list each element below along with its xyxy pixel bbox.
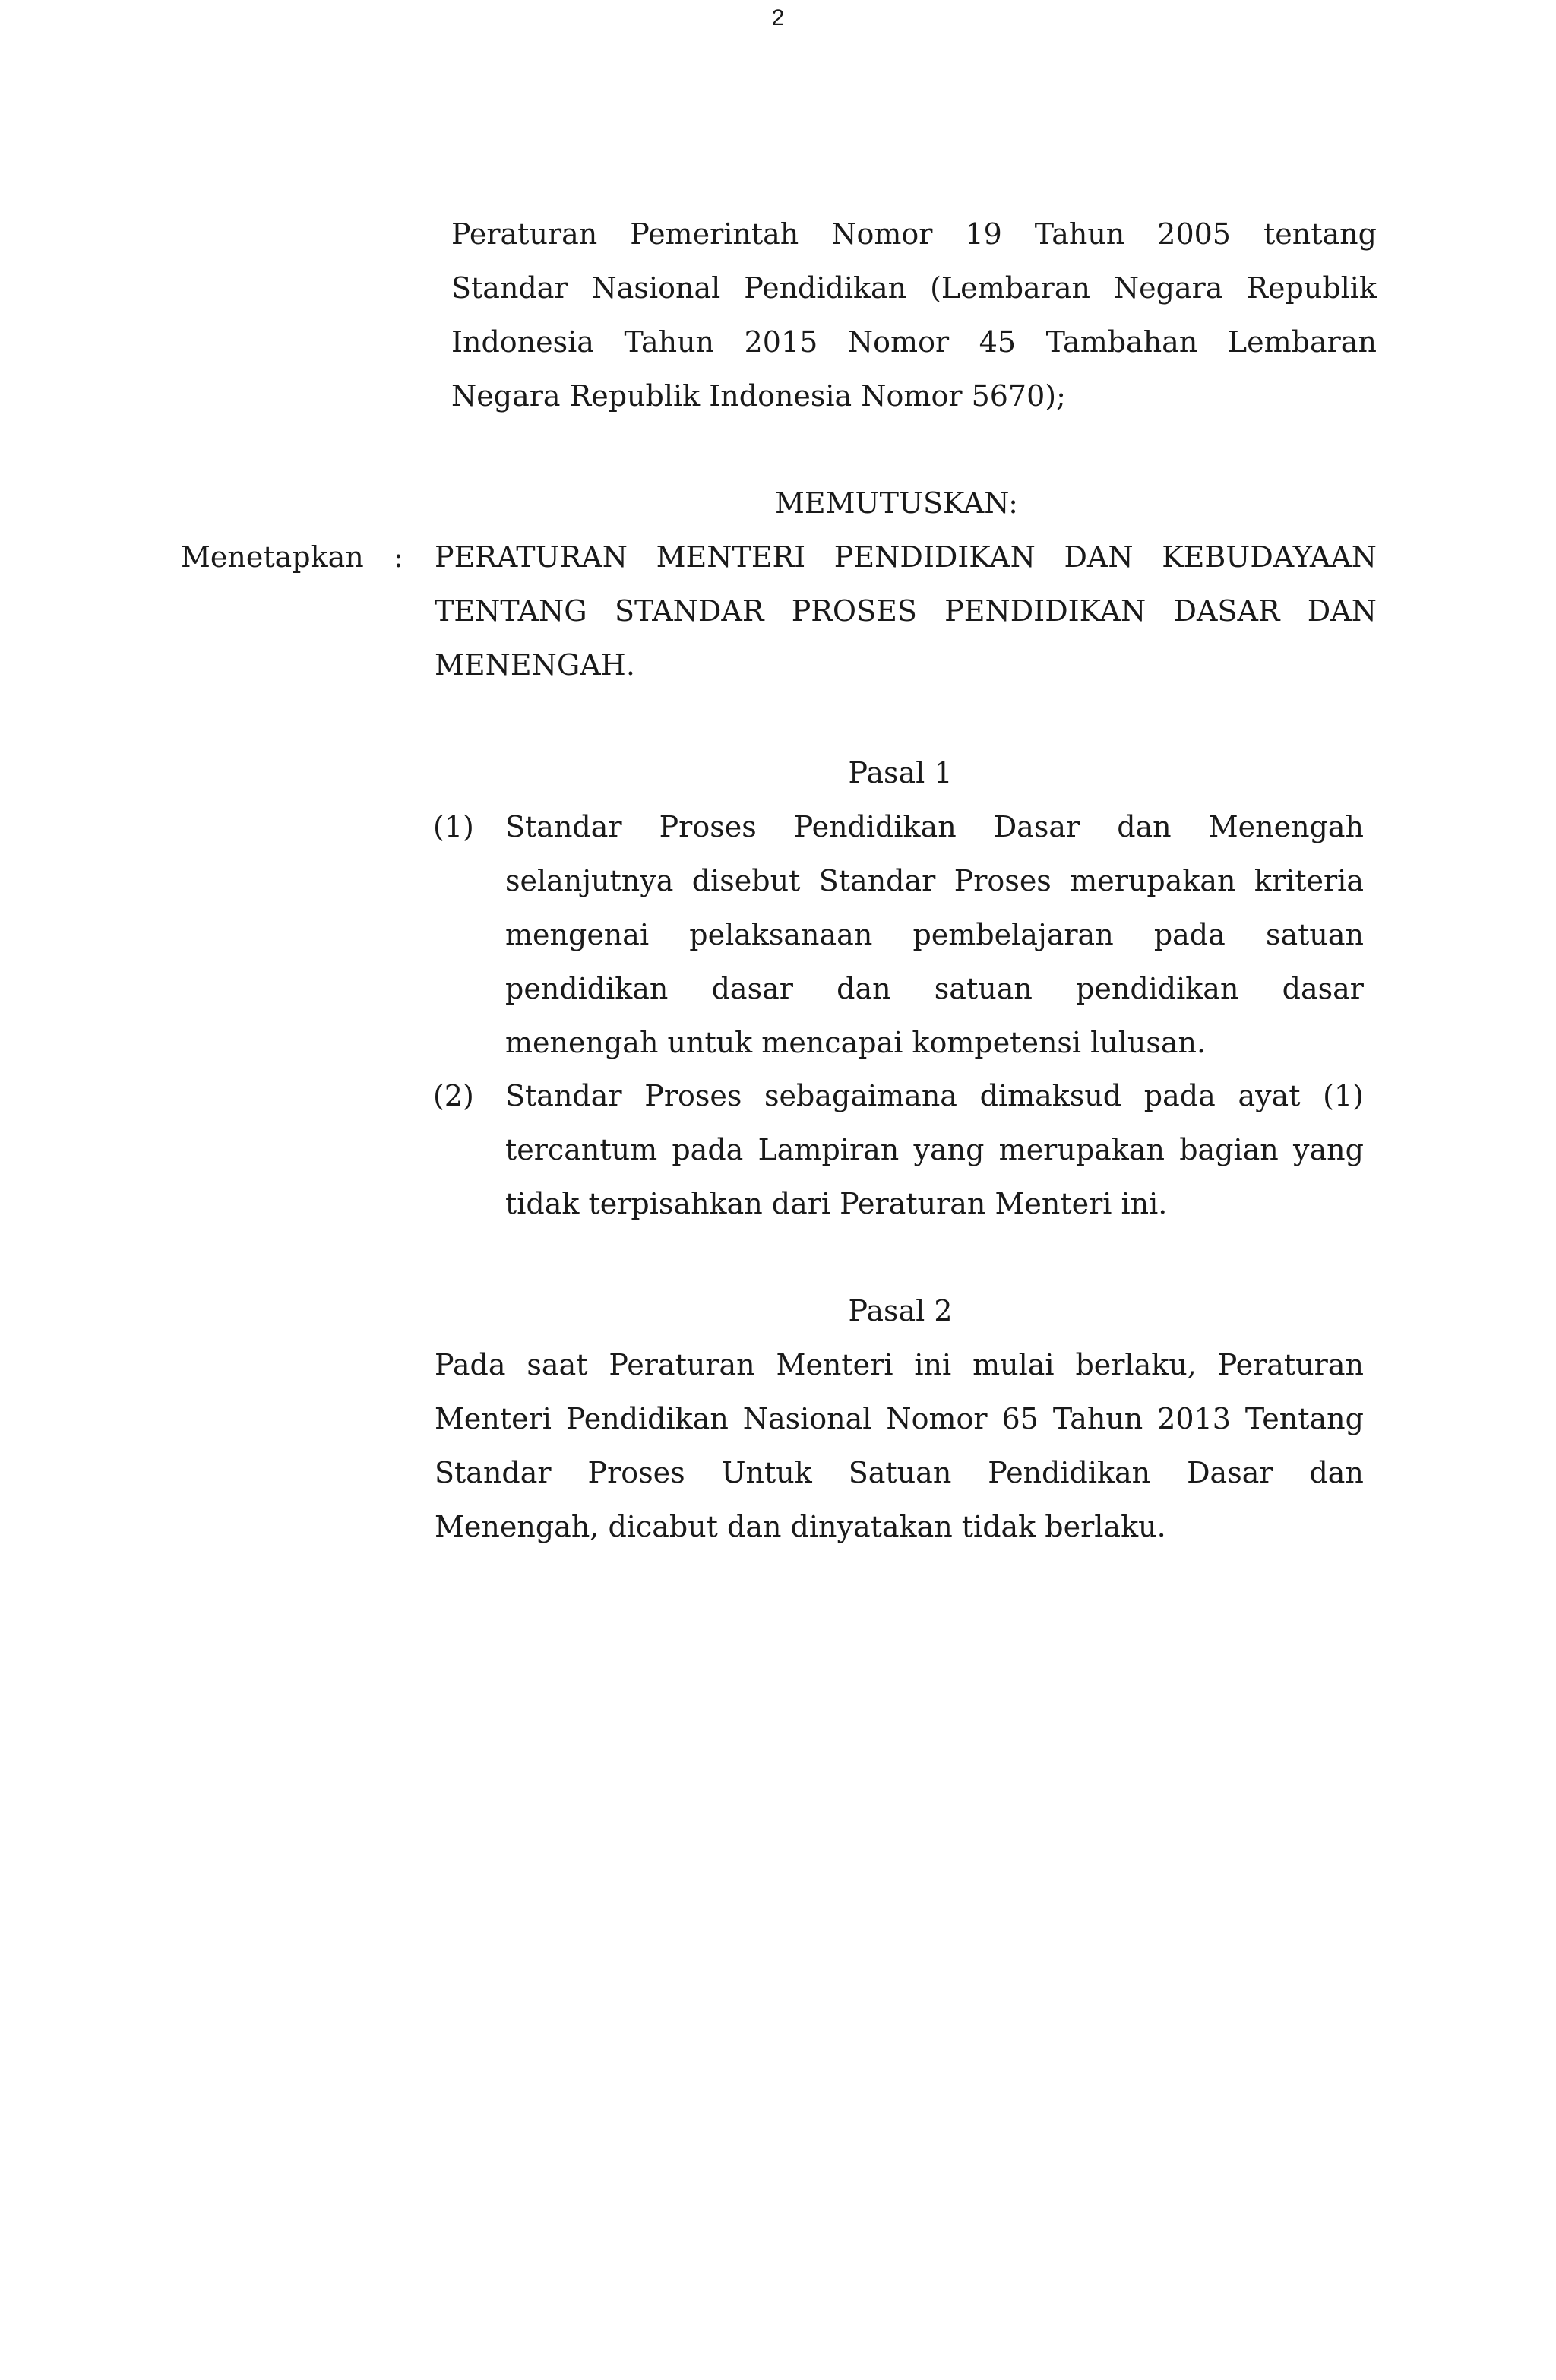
paragraph-line: Standar Proses Pendidikan Dasar dan Menengah xyxy=(505,810,1364,843)
paragraph-line: selanjutnya disebut Standar Proses merupakan kriteria xyxy=(505,864,1364,897)
ayat-1-text xyxy=(505,800,1364,1070)
paragraph-line: Peraturan Pemerintah Nomor 19 Tahun 2005 tentang xyxy=(451,217,1377,251)
paragraph-line: menengah untuk mencapai kompetensi lulusan. xyxy=(505,1026,1207,1059)
paragraph-line: tercantum pada Lampiran yang merupakan bagian yang xyxy=(505,1133,1364,1166)
paragraph-line: PERATURAN MENTERI PENDIDIKAN DAN KEBUDAYAAN xyxy=(435,540,1377,574)
paragraph-line: Menteri Pendidikan Nasional Nomor 65 Tahun 2013 Tentang xyxy=(435,1402,1364,1435)
menetapkan-colon: : xyxy=(394,540,403,574)
pasal-2-heading: Pasal 2 xyxy=(848,1294,953,1328)
menetapkan-text xyxy=(435,530,1377,692)
ayat-2-number: (2) xyxy=(433,1079,474,1112)
paragraph-line: TENTANG STANDAR PROSES PENDIDIKAN DASAR DAN xyxy=(435,594,1377,628)
paragraph-line: Standar Proses sebagaimana dimaksud pada ayat (1) xyxy=(505,1079,1364,1112)
consideration-paragraph xyxy=(451,207,1377,423)
pasal-1-heading: Pasal 1 xyxy=(848,756,953,790)
paragraph-line: Indonesia Tahun 2015 Nomor 45 Tambahan Lembaran xyxy=(451,325,1377,359)
paragraph-line: mengenai pelaksanaan pembelajaran pada satuan xyxy=(505,918,1364,951)
ayat-1-number: (1) xyxy=(433,810,474,843)
paragraph-line: Pada saat Peraturan Menteri ini mulai berlaku, Peraturan xyxy=(435,1348,1364,1381)
memutuskan-heading: MEMUTUSKAN: xyxy=(775,486,1018,520)
paragraph-line: Menengah, dicabut dan dinyatakan tidak berlaku. xyxy=(435,1510,1166,1543)
page-number: 2 xyxy=(771,5,785,30)
paragraph-line: tidak terpisahkan dari Peraturan Menteri ini. xyxy=(505,1187,1168,1220)
paragraph-line: Negara Republik Indonesia Nomor 5670); xyxy=(451,379,1066,413)
paragraph-line: MENENGAH. xyxy=(435,648,635,682)
paragraph-line: Standar Proses Untuk Satuan Pendidikan Dasar dan xyxy=(435,1456,1364,1489)
menetapkan-label: Menetapkan xyxy=(181,540,364,574)
ayat-2-text xyxy=(505,1069,1364,1231)
paragraph-line: Standar Nasional Pendidikan (Lembaran Negara Republik xyxy=(451,271,1377,305)
paragraph-line: pendidikan dasar dan satuan pendidikan dasar xyxy=(505,972,1364,1005)
pasal-2-text xyxy=(435,1338,1364,1554)
